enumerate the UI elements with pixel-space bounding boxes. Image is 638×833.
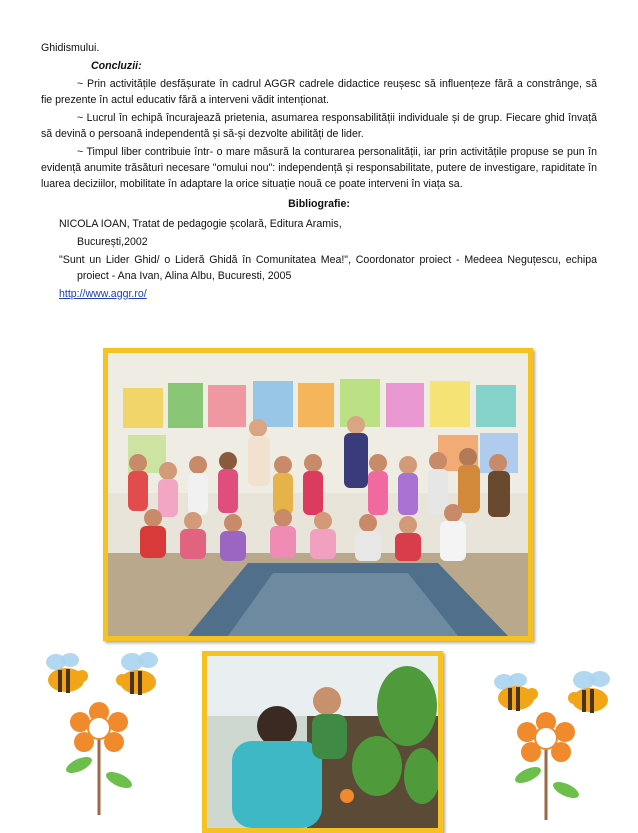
- bibliography-entry-1: NICOLA IOAN, Tratat de pedagogie școlară, Editura Aramis,: [59, 218, 342, 230]
- bibliography-entry-1-continued: București,2002: [77, 236, 148, 248]
- bee-flower-decoration-right: [486, 670, 616, 825]
- paragraph-continuation: Ghidismului.: [41, 42, 100, 54]
- gardening-photo: [202, 651, 443, 833]
- aggr-website-link[interactable]: http://www.aggr.ro/: [59, 288, 147, 300]
- conclusion-1: ~ Prin activitățile desfășurate în cadrul AGGR cadrele didactice reușesc să influențeze fără a constrânge, să fie prezente în actul educativ fără a interveni vădit intenționat.: [41, 78, 597, 106]
- conclusion-2: ~ Lucrul în echipă încurajează prietenia, asumarea responsabilității individuale și de grup. Fiecare ghid învață să devină o persoană independentă și să-și dezvolte abilități de lider.: [41, 112, 597, 140]
- document-body: [41, 40, 597, 304]
- bibliography-entry-2: "Sunt un Lider Ghid/ o Lideră Ghidă în Comunitatea Mea!", Coordonator proiect - Medeea Neguțescu, echipa proiect - Ana Ivan, Alina Albu, Bucuresti, 2005: [59, 254, 597, 282]
- conclusion-3: ~ Timpul liber contribuie într- o mare măsură la conturarea personalității, iar prin activitățile propuse se pun în evidență anumite trăsături necesare "omului nou": independență și responsabilitate, putere de investigare, rapiditate în luarea deciziilor, mobilitate în adaptare la orice situație nouă ce poate interveni în viața sa.: [41, 146, 597, 190]
- bee-flower-decoration-left: [34, 650, 164, 820]
- bibliography-heading: Bibliografie:: [288, 198, 350, 210]
- conclusions-heading: Concluzii:: [91, 60, 142, 72]
- group-photo: [103, 348, 533, 641]
